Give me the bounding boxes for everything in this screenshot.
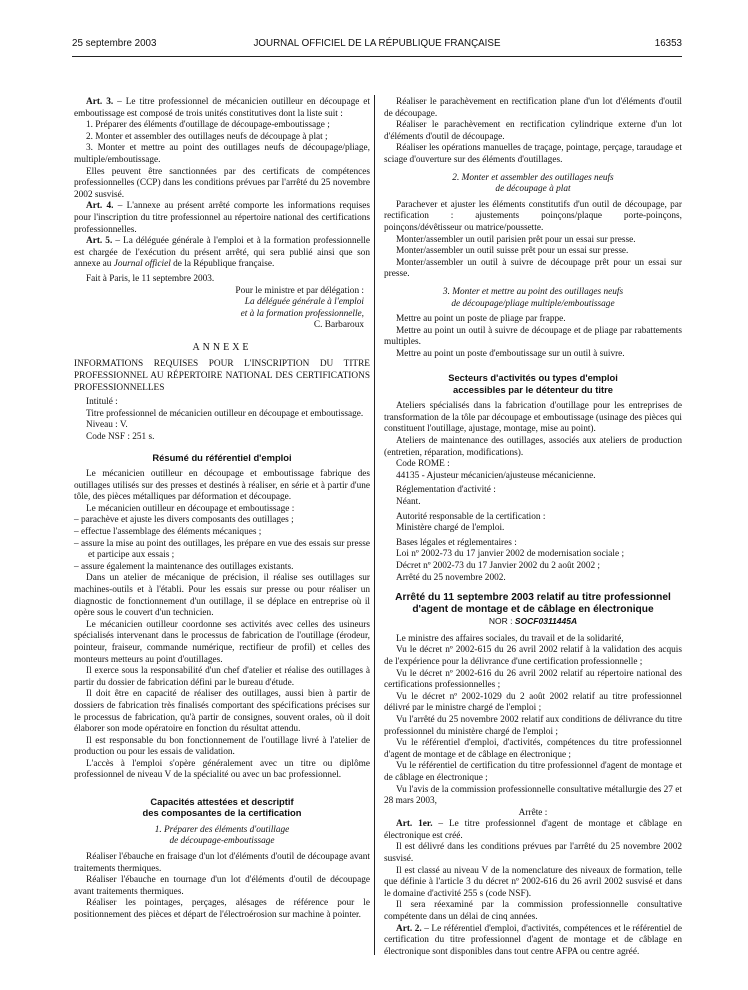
signature-line: et à la formation professionnelle, [240,308,364,319]
header-journal-title: JOURNAL OFFICIEL DE LA RÉPUBLIQUE FRANÇAISE [253,38,501,49]
article-1-label: Art. 1er. [396,819,433,830]
article-4-text: – L'annexe au présent arrêté comporte les informations requises pour l'inscription du titre professionnel au répertoire national des certifications professionnelles. [74,201,370,235]
capacites-title-line: Capacités attestées et descriptif [150,796,294,808]
subsection-2-paragraph: Monter/assembler un outil suisse prêt pour un essai sur presse. [396,246,629,257]
resume-paragraph: Le mécanicien outilleur en découpage et emboutissage fabrique des outillages utilisés sur des presses et destinés à réaliser, en série et à partir d'une tôle, des pièces métalliques par déformation et découpage. [74,469,370,503]
niveau: Niveau : V. [86,420,128,431]
article-2-text: – Le référentiel d'emploi, d'activités, compétences et le référentiel de certification du titre professionnel d'agent de montage et de câblage en électronique sont disponibles dans tout centre AFPA ou centre agréé. [384,923,682,957]
bases-item: Loi nº 2002-73 du 17 janvier 2002 de modernisation sociale ; [396,549,625,560]
article-2-label: Art. 2. [396,923,422,934]
code-rome-label: Code ROME : [396,459,450,470]
vu-item: Vu le décret nº 2002-1029 du 2 août 2002 relatif au titre professionnel délivré par le ministre chargé de l'emploi ; [384,691,682,714]
column-divider [374,95,375,955]
header-date: 25 septembre 2003 [72,38,157,49]
continued-paragraph: Réaliser le parachèvement en rectification cylindrique externe d'un lot d'éléments d'outil de découpage. [384,120,682,142]
subsection-3-title-line: de découpage/pliage multiple/emboutissage [451,298,615,309]
annexe-heading: INFORMATIONS REQUISES POUR L'INSCRIPTION DU TITRE PROFESSIONNEL AU RÉPERTOIRE NATIONAL DES CERTIFICATIONS PROFESSIONNELLES [74,359,370,393]
reglementation-label: Réglementation d'activité : [396,485,496,496]
bases-label: Bases légales et réglementaires : [396,537,517,548]
secteurs-title [384,372,682,395]
subsection-3-title [384,287,682,310]
article-5-label: Art. 5. [86,236,113,247]
arrete-title: Arrêté du 11 septembre 2003 relatif au titre professionnel d'agent de montage et de câblage en électronique [395,592,671,616]
article-3-item: 2. Monter et assembler des outillages neufs de découpage à plat ; [86,131,328,142]
header-page-number: 16353 [654,38,682,49]
signature-name: C. Barbaroux [313,320,364,331]
annexe-title: ANNEXE [192,341,252,353]
article-3-item: 3. Monter et mettre au point des outillages neufs de découpage/pliage, multiple/emboutissage. [74,143,370,165]
subsection-1-title-line: de découpage-emboutissage [169,836,275,847]
continued-paragraph: Réaliser le parachèvement en rectification plane d'un lot d'éléments d'outil de découpage. [384,97,682,119]
resume-list-item: – effectue l'assemblage des éléments mécaniques ; [74,527,262,537]
subsection-2-paragraph: Parachever et ajuster les éléments constitutifs d'un outil de découpage, par rectification : ajustements poinçons/plaque porte-poinçons, poinçons/dévêtisseur ou matrice/poussette. [384,199,682,233]
continued-paragraph: Réaliser les opérations manuelles de traçage, pointage, perçage, taraudage et sciage d'ouverture sur des éléments d'outillages. [384,143,682,165]
left-column [74,97,370,922]
article-5-text-b: de la République française. [170,259,275,270]
intitule-label: Intitulé : [86,397,118,408]
resume-paragraph: Le mécanicien outilleur en découpage et emboutissage : [86,503,295,514]
resume-list-item: – assure également la maintenance des outillages existants. [74,561,294,572]
resume-list-item: – assure la mise au point des outillages, les prépare en vue des essais sur presse et participe aux essais ; [74,538,370,561]
subsection-3-paragraph: Mettre au point un poste de pliage par frappe. [396,314,566,325]
signature-block [74,286,370,332]
subsection-2-paragraph: Monter/assembler un outil à suivre de découpage prêt pour un essai sur presse. [384,257,682,280]
vu-item: Vu le décret nº 2002-615 du 26 avril 2002 relatif à la validation des acquis de l'expérience pour la délivrance d'une certification professionnelle ; [384,645,682,667]
subsection-1-paragraph: Réaliser les pointages, perçages, alésages de référence pour le positionnement des pièces et départ de l'électroérosion sur machine à pointer. [74,898,370,921]
article-4-label: Art. 4. [86,201,114,212]
nor-code: SOCF0311445A [514,616,578,627]
arrete-word: Arrête : [518,807,548,818]
capacites-title-line: des composantes de la certification [142,807,302,819]
article-1-paragraph: Il sera réexaminé par la commission professionnelle consultative compétente dans un délai de cinq années. [384,900,682,923]
article-3 [74,97,370,120]
resume-paragraph: Le mécanicien outilleur coordonne ses activités avec celles des usineurs spécialisés intervenant dans le processus de fabrication de l'outillage (érodeur, pointeur, fraiseur, commande numérique, rectifieur de profil) et celles des monteurs metteurs au point d'outillages. [74,619,370,665]
subsection-3-paragraph: Mettre au point un poste d'emboutissage sur un outil à suivre. [396,348,625,359]
vu-item: Vu le référentiel d'emploi, d'activités, compétences du titre professionnel d'agent de montage et de câblage en électronique ; [384,738,682,760]
subsection-1-paragraph: Réaliser l'ébauche en fraisage d'un lot d'éléments d'outil de découpage avant traitements thermiques. [74,852,370,874]
autorite-label: Autorité responsable de la certification : [396,511,546,522]
subsection-2-title-line: 2. Monter et assembler des outillages neufs [452,172,614,183]
resume-paragraph: Dans un atelier de mécanique de précision, il réalise ses outillages sur machines-outils et à l'établi. Pour les essais sur presse ou pour réaliser un diagnostic de fonctionnement d'un outillage, il se déplace en entreprise où il opère sous le couvert d'un technicien. [74,573,370,619]
vu-item: Vu le décret nº 2002-616 du 26 avril 2002 relatif au répertoire national des certifications professionnelles ; [384,668,682,691]
nor-label: NOR : [488,616,515,627]
vu-item: Vu l'arrêté du 25 novembre 2002 relatif aux conditions de délivrance du titre professionnel du ministère chargé de l'emploi ; [384,714,682,737]
resume-title: Résumé du référentiel d'emploi [152,451,292,463]
article-4 [74,201,370,236]
resume-paragraph: Il doit être en capacité de réaliser des outillages, aussi bien à partir de dossiers de fabrication très finalisés comportant des spécifications précises sur le processus de fabrication, qu'à partir de consignes, souvent orales, où il doit élaborer son mode opératoire en fonction du résultat attendu. [74,689,370,735]
resume-list-item: – parachève et ajuste les divers composants des outillages ; [74,515,294,526]
article-2 [384,924,682,959]
resume-paragraph: L'accès à l'emploi s'opère généralement avec un titre ou diplôme professionnel de niveau V de la spécialité ou avec un bac professionnel. [74,758,370,781]
code-nsf: Code NSF : 251 s. [86,432,155,443]
secteurs-title-line: accessibles par le détenteur du titre [453,383,613,395]
resume-paragraph: Il exerce sous la responsabilité d'un chef d'atelier et réalise des outillages à partir du dossier de fabrication défini par le bureau d'étude. [74,666,370,688]
fait-a-paris: Fait à Paris, le 11 septembre 2003. [86,273,215,284]
subsection-3-paragraph: Mettre au point un outil à suivre de découpage et de pliage par rabattements multiples. [384,325,682,348]
article-5-text-a: – La déléguée générale à l'emploi et à la formation professionnelle est chargée de l'exécution du présent arrêté, qui sera publié ainsi que son annexe au [74,236,371,270]
article-3-item: 1. Préparer des éléments d'outillage de découpage-emboutissage ; [86,120,330,131]
arrete-intro: Le ministre des affaires sociales, du travail et de la solidarité, [396,633,624,644]
article-5-journal: Journal officiel [113,259,171,270]
subsection-3-title-line: 3. Monter et mettre au point des outillages neufs [442,286,624,297]
running-header [72,38,682,52]
article-1-paragraph: Il est délivré dans les conditions prévues par l'arrêté du 25 novembre 2002 susvisé. [384,842,682,865]
secteurs-paragraph: Ateliers de maintenance des outillages, associés aux ateliers de production (entretien, réparation, modifications). [384,436,682,458]
capacites-title [74,796,370,819]
code-rome-value: 44135 - Ajusteur mécanicien/ajusteuse mécanicienne. [396,470,596,481]
vu-item: Vu l'avis de la commission professionnelle consultative métallurgie des 27 et 28 mars 2003, [384,784,682,807]
bases-item: Arrêté du 25 novembre 2002. [396,572,506,583]
vu-item: Vu le référentiel de certification du titre professionnel d'agent de montage et de câblage en électronique ; [384,761,682,783]
reglementation-value: Néant. [396,497,421,508]
resume-paragraph: Il est responsable du bon fonctionnement de l'outillage livré à l'atelier de production ou pour les essais de validation. [74,735,370,758]
subsection-1-title-line: 1. Préparer des éléments d'outillage [154,824,290,835]
nor-line [384,616,682,628]
subsection-1-title [74,825,370,848]
secteurs-title-line: Secteurs d'activités ou types d'emploi [448,372,618,384]
subsection-2-title [384,173,682,196]
article-1-text: – Le titre professionnel d'agent de montage et câblage en électronique est créé. [384,819,682,841]
subsection-2-title-line: de découpage à plat [495,184,571,195]
article-3-label: Art. 3. [86,97,114,107]
subsection-1-paragraph: Réaliser l'ébauche en tournage d'un lot d'éléments d'outil de découpage avant traitements thermiques. [74,875,370,897]
subsection-2-paragraph: Monter/assembler un outil parisien prêt pour un essai sur presse. [396,234,636,245]
signature-line: La déléguée générale à l'emploi [244,297,364,308]
autorite-value: Ministère chargé de l'emploi. [396,523,505,534]
article-1 [384,819,682,842]
article-5 [74,236,370,271]
intitule-text: Titre professionnel de mécanicien outilleur en découpage et emboutissage. [86,408,364,419]
secteurs-paragraph: Ateliers spécialisés dans la fabrication d'outillage pour les entreprises de transformation de la tôle par découpage et emboutissage (usinage des pièces qui constituent l'outillage, ajustage, montage, mise au point). [384,401,682,435]
signature-line: Pour le ministre et par délégation : [235,285,364,296]
article-1-paragraph: Il est classé au niveau V de la nomenclature des niveaux de formation, telle que définie à l'article 3 du décret nº 2002-616 du 26 avril 2002 susvisé et dans le domaine d'activité 255 s (code NSF). [384,865,682,899]
article-3-text: – Le titre professionnel de mécanicien outilleur en découpage et emboutissage est composé de trois unités constitutives dont la liste suit : [74,97,370,119]
article-3-after: Elles peuvent être sanctionnées par des certificats de compétences professionnelles (CCP) dans les conditions prévues par l'arrêté du 25 novembre 2002 susvisé. [74,166,370,200]
header-rule [72,56,682,57]
bases-item: Décret nº 2002-73 du 17 Janvier 2002 du 2 août 2002 ; [396,561,601,571]
right-column [384,97,682,958]
